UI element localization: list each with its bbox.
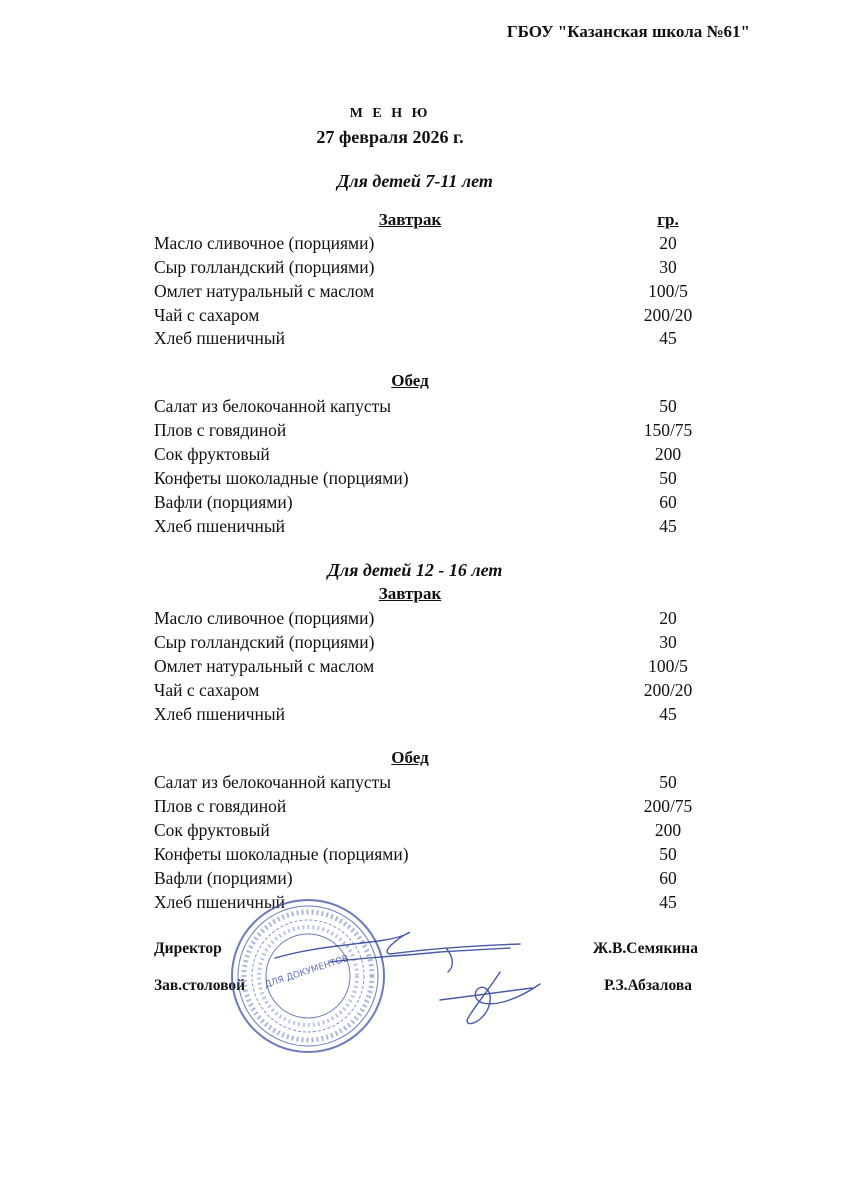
menu-item-row — [154, 492, 718, 516]
menu-item-name: Сыр голландский (порциями) — [154, 257, 375, 277]
menu-item-row — [154, 257, 718, 281]
lunch-heading-12-16: Обед — [391, 748, 429, 767]
menu-item-name: Масло сливочное (порциями) — [154, 608, 375, 628]
menu-item-name: Конфеты шоколадные (порциями) — [154, 468, 409, 488]
grams-column-heading: гр. — [657, 210, 679, 229]
menu-item-qty: 200/75 — [643, 796, 693, 816]
menu-item-name: Вафли (порциями) — [154, 868, 293, 888]
menu-item-qty: 200 — [654, 820, 682, 840]
menu-item-name: Сыр голландский (порциями) — [154, 632, 375, 652]
menu-item-qty: 200 — [654, 444, 682, 464]
director-name: Ж.В.Семякина — [592, 940, 698, 957]
menu-item-row — [154, 820, 718, 844]
menu-item-name: Масло сливочное (порциями) — [154, 233, 375, 253]
menu-item-row — [154, 632, 718, 656]
menu-item-row — [154, 468, 718, 492]
menu-item-row — [154, 444, 718, 468]
handwritten-signature — [270, 918, 570, 1038]
menu-item-qty: 45 — [659, 892, 677, 912]
group-heading-7-11: Для детей 7-11 лет — [337, 171, 493, 191]
menu-item-row — [154, 656, 718, 680]
menu-item-name: Чай с сахаром — [154, 680, 260, 700]
menu-item-name: Омлет натуральный с маслом — [154, 656, 375, 676]
lunch-heading-7-11: Обед — [391, 371, 429, 390]
menu-item-row — [154, 844, 718, 868]
menu-item-name: Конфеты шоколадные (порциями) — [154, 844, 409, 864]
menu-item-name: Вафли (порциями) — [154, 492, 293, 512]
menu-item-qty: 100/5 — [648, 281, 688, 301]
menu-item-qty: 150/75 — [643, 420, 693, 440]
organization-name: ГБОУ "Казанская школа №61" — [506, 22, 750, 41]
menu-item-qty: 100/5 — [648, 656, 688, 676]
menu-item-qty: 30 — [659, 257, 677, 277]
menu-item-name: Салат из белокочанной капусты — [154, 772, 392, 792]
menu-item-name: Омлет натуральный с маслом — [154, 281, 375, 301]
menu-item-qty: 60 — [659, 492, 677, 512]
menu-item-row — [154, 233, 718, 257]
menu-item-qty: 50 — [659, 772, 677, 792]
menu-item-name: Сок фруктовый — [154, 820, 270, 840]
menu-item-qty: 20 — [659, 608, 677, 628]
menu-item-qty: 60 — [659, 868, 677, 888]
menu-item-name: Хлеб пшеничный — [154, 328, 286, 348]
menu-item-row — [154, 516, 718, 540]
menu-item-row — [154, 420, 718, 444]
menu-item-name: Хлеб пшеничный — [154, 704, 286, 724]
menu-item-qty: 45 — [659, 516, 677, 536]
menu-item-row — [154, 328, 718, 352]
menu-item-qty: 50 — [659, 468, 677, 488]
menu-item-qty: 50 — [659, 396, 677, 416]
menu-item-name: Хлеб пшеничный — [154, 892, 286, 912]
menu-item-row — [154, 608, 718, 632]
canteen-manager-name: Р.З.Абзалова — [604, 977, 692, 994]
menu-item-qty: 45 — [659, 704, 677, 724]
page-title: М Е Н Ю — [349, 106, 431, 121]
menu-item-row — [154, 305, 718, 329]
breakfast-heading-12-16: Завтрак — [378, 584, 442, 603]
menu-item-qty: 50 — [659, 844, 677, 864]
menu-item-name: Хлеб пшеничный — [154, 516, 286, 536]
stamp-text: ДЛЯ ДОКУМЕНТОВ — [263, 953, 351, 991]
group-heading-12-16: Для детей 12 - 16 лет — [327, 560, 503, 580]
menu-item-name: Сок фруктовый — [154, 444, 270, 464]
menu-item-name: Плов с говядиной — [154, 420, 287, 440]
menu-item-name: Салат из белокочанной капусты — [154, 396, 392, 416]
menu-date: 27 февраля 2026 г. — [316, 127, 464, 147]
menu-item-row — [154, 704, 718, 728]
menu-item-qty: 200/20 — [643, 680, 693, 700]
menu-item-qty: 20 — [659, 233, 677, 253]
menu-item-row — [154, 281, 718, 305]
menu-item-row — [154, 796, 718, 820]
menu-item-name: Чай с сахаром — [154, 305, 260, 325]
menu-item-row — [154, 396, 718, 420]
menu-item-row — [154, 868, 718, 892]
menu-item-name: Плов с говядиной — [154, 796, 287, 816]
menu-item-row — [154, 772, 718, 796]
menu-item-qty: 30 — [659, 632, 677, 652]
menu-item-qty: 45 — [659, 328, 677, 348]
menu-item-qty: 200/20 — [643, 305, 693, 325]
director-label: Директор — [154, 940, 222, 957]
menu-item-row — [154, 680, 718, 704]
breakfast-heading-7-11: Завтрак — [378, 210, 442, 229]
canteen-manager-label: Зав.столовой — [154, 977, 246, 994]
